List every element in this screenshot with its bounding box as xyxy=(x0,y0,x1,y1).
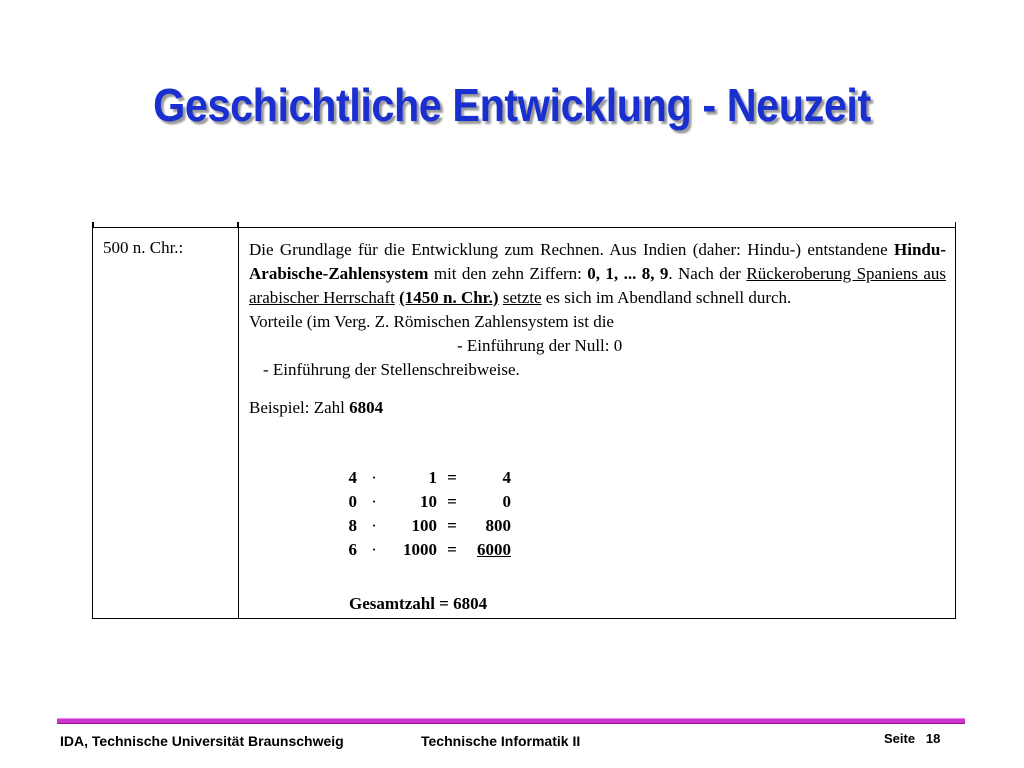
slide-title: Geschichtliche Entwicklung - Neuzeit xyxy=(153,79,871,131)
example-line: Beispiel: Zahl 6804 xyxy=(249,398,384,417)
footer-page: Seite 18 xyxy=(884,731,941,746)
table-corner-tick xyxy=(955,222,957,228)
advantage-zero: - Einführung der Null: 0 xyxy=(457,336,623,355)
footer-course: Technische Informatik II xyxy=(421,733,581,749)
total-line: Gesamtzahl = 6804 xyxy=(349,594,488,613)
advantage-place-value: - Einführung der Stellenschreibweise. xyxy=(263,360,520,379)
page-number: 18 xyxy=(925,731,941,746)
column-divider xyxy=(238,228,239,618)
history-table: 500 n. Chr.: Die Grundlage für die Entwicklung zum Rechnen. Aus Indien (daher: Hindu-) entstandene Hindu-Arabische-Zahlensystem mit den zehn Ziffern: 0, 1, ... 8, 9. Nach der Rückeroberung Spaniens aus arabischer Herrschaft (1450 n. Chr.) setzte es sich im Abendland schnell durch. Vorteile (im Verg. Z. Römischen Zahlensystem ist die - Einführung der Null: 0 - Einführung der Stellenschreibweise. Beispiel: Zahl 6804 4 · 1 = 4 0 · 10 = 0 8 · 100 = 800 6 · 1000 = 6000 Gesamtzahl = 6804 xyxy=(92,227,956,619)
footer-divider xyxy=(57,718,965,724)
footer-institution: IDA, Technische Universität Braunschweig xyxy=(60,733,344,749)
intro-paragraph: Die Grundlage für die Entwicklung zum Rechnen. Aus Indien (daher: Hindu-) entstandene Hindu-Arabische-Zahlensystem mit den zehn Ziffern: 0, 1, ... 8, 9. Nach der Rückeroberung Spaniens aus arabischer Herrschaft (1450 n. Chr.) setzte es sich im Abendland schnell durch. xyxy=(249,240,947,307)
date-cell: 500 n. Chr.: xyxy=(103,238,184,257)
advantages-heading: Vorteile (im Verg. Z. Römischen Zahlensystem ist die xyxy=(249,312,614,331)
content-cell xyxy=(249,238,946,420)
table-corner-tick xyxy=(92,222,94,228)
